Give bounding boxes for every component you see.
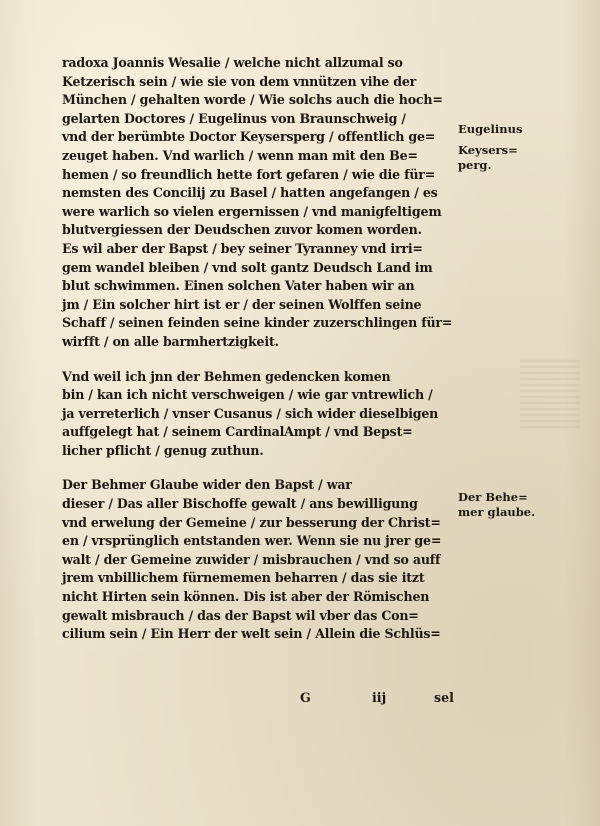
text-line: radoxa Joannis Wesalie / welche nicht allzumal so: [62, 55, 403, 70]
text-line: nemsten des Concilij zu Basel / hatten angefangen / es: [62, 185, 438, 201]
paragraph-1: [62, 54, 452, 352]
text-line: cilium sein / Ein Herr der welt sein / Allein die Schlüs=: [62, 626, 441, 642]
text-line: en / vrsprünglich entstanden wer. Wenn sie nu jrer ge=: [62, 533, 442, 549]
text-line: wirfft / on alle barmhertzigkeit.: [62, 333, 279, 349]
marginal-note-line: Keysers=: [458, 143, 518, 157]
marginal-note-line: mer glaube.: [458, 505, 536, 519]
text-line: bin / kan ich nicht verschweigen / wie gar vntrewlich /: [62, 387, 433, 403]
text-line: München / gehalten worde / Wie solchs auch die hoch=: [62, 92, 443, 108]
text-line: gem wandel bleiben / vnd solt gantz Deudsch Land im: [62, 259, 433, 275]
text-line: auffgelegt hat / seinem CardinalAmpt / vnd Bepst=: [62, 424, 413, 440]
text-line: gelarten Doctores / Eugelinus von Braunschweig /: [62, 110, 406, 126]
marginal-note-line: perg.: [458, 158, 492, 172]
text-line: walt / der Gemeine zuwider / misbrauchen / vnd so auff: [62, 551, 441, 567]
page-footer: [62, 690, 452, 710]
text-line: vnd erwelung der Gemeine / zur besserung der Christ=: [62, 514, 441, 530]
text-line: Vnd weil ich jnn der Behmen gedencken komen: [62, 368, 391, 384]
paragraph-2: [62, 368, 452, 461]
marginal-note-eugelinus: [458, 122, 548, 173]
text-line: dieser / Das aller Bischoffe gewalt / ans bewilligung: [62, 496, 418, 512]
text-line: vnd der berümbte Doctor Keysersperg / offentlich ge=: [62, 129, 436, 145]
main-text-block: [62, 54, 452, 644]
text-line: licher pflicht / genug zuthun.: [62, 442, 264, 458]
text-line: ja verreterlich / vnser Cusanus / sich wider dieselbigen: [62, 405, 439, 421]
text-line: blutvergiessen der Deudschen zuvor komen worden.: [62, 222, 422, 238]
text-line: jm / Ein solcher hirt ist er / der seinen Wolffen seine: [62, 296, 422, 312]
signature-mark: G: [300, 690, 311, 705]
paragraph-3: [62, 476, 452, 643]
text-line: hemen / so freundlich hette fort gefaren / wie die für=: [62, 166, 436, 182]
marginal-note-line: Eugelinus: [458, 122, 523, 136]
text-line: nicht Hirten sein können. Dis ist aber der Römischen: [62, 589, 430, 605]
text-line: Schaff / seinen feinden seine kinder zuzerschlingen für=: [62, 315, 453, 331]
text-line: Es wil aber der Bapst / bey seiner Tyranney vnd irri=: [62, 240, 423, 256]
show-through-marks: [520, 360, 580, 430]
text-line: blut schwimmen. Einen solchen Vater haben wir an: [62, 278, 415, 294]
text-line: Ketzerisch sein / wie sie von dem vnnützen vihe der: [62, 73, 417, 89]
text-line: zeuget haben. Vnd warlich / wenn man mit den Be=: [62, 147, 418, 163]
text-line: gewalt misbrauch / das der Bapst wil vber das Con=: [62, 607, 419, 623]
text-line: jrem vnbillichem fürnememen beharren / das sie itzt: [62, 570, 425, 586]
catchword: sel: [434, 690, 454, 705]
text-line: were warlich so vielen ergernissen / vnd manigfeltigem: [62, 203, 442, 219]
text-line: Der Behmer Glaube wider den Bapst / war: [62, 477, 352, 493]
marginal-note-behmer-glaube: [458, 490, 548, 520]
marginal-note-line: Der Behe=: [458, 490, 528, 504]
leaf-number: iij: [372, 690, 387, 705]
paragraph-gap: [62, 352, 452, 368]
paragraph-gap: [62, 460, 452, 476]
